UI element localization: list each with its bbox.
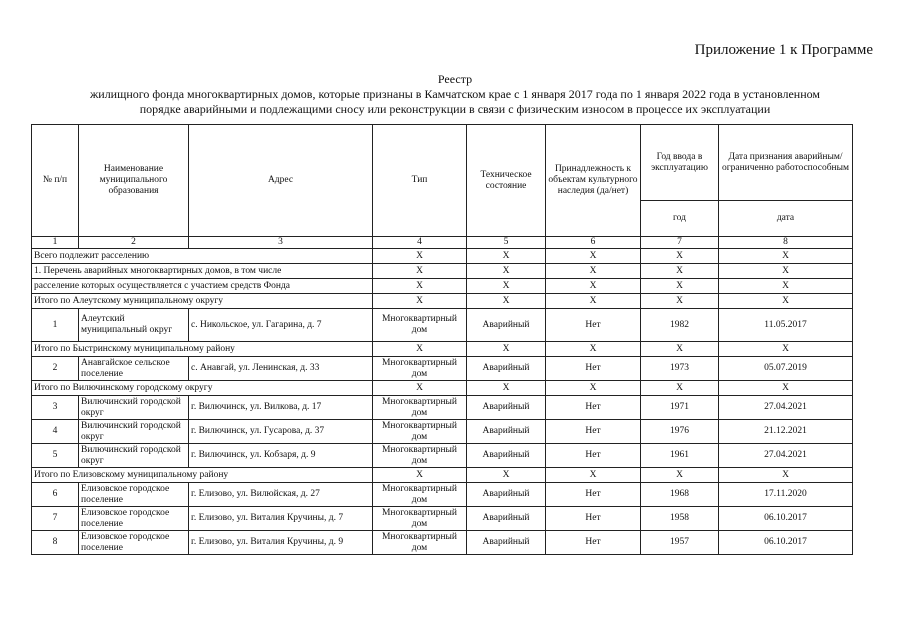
column-number: 6 bbox=[546, 237, 641, 249]
summary-label: Итого по Быстринскому муниципальному району bbox=[32, 342, 373, 357]
summary-value: X bbox=[719, 342, 853, 357]
type-cell: Многоквартирный дом bbox=[373, 507, 467, 531]
date-cell: 17.11.2020 bbox=[719, 483, 853, 507]
summary-value: X bbox=[373, 381, 467, 396]
address-cell: с. Никольское, ул. Гагарина, д. 7 bbox=[189, 309, 373, 342]
condition-cell: Аварийный bbox=[467, 309, 546, 342]
year-cell: 1958 bbox=[641, 507, 719, 531]
column-number: 8 bbox=[719, 237, 853, 249]
summary-value: X bbox=[467, 294, 546, 309]
summary-value: X bbox=[641, 249, 719, 264]
column-number-row bbox=[32, 237, 853, 249]
column-number: 5 bbox=[467, 237, 546, 249]
column-number: 2 bbox=[79, 237, 189, 249]
condition-cell: Аварийный bbox=[467, 420, 546, 444]
summary-value: X bbox=[546, 381, 641, 396]
summary-row bbox=[32, 264, 853, 279]
summary-value: X bbox=[641, 468, 719, 483]
appendix-label: Приложение 1 к Программе bbox=[694, 42, 873, 58]
type-cell: Многоквартирный дом bbox=[373, 531, 467, 555]
summary-value: X bbox=[373, 342, 467, 357]
summary-label: 1. Перечень аварийных многоквартирных домов, в том числе bbox=[32, 264, 373, 279]
condition-cell: Аварийный bbox=[467, 396, 546, 420]
summary-value: X bbox=[719, 294, 853, 309]
condition-cell: Аварийный bbox=[467, 531, 546, 555]
column-number: 7 bbox=[641, 237, 719, 249]
row-number: 1 bbox=[32, 309, 79, 342]
title-line-3: порядке аварийными и подлежащими сносу или реконструкции в связи с физическим износом в процессе их эксплуатации bbox=[139, 102, 771, 116]
registry-table bbox=[31, 124, 853, 555]
summary-value: X bbox=[467, 264, 546, 279]
summary-row bbox=[32, 249, 853, 264]
table-body bbox=[32, 249, 853, 555]
summary-value: X bbox=[719, 468, 853, 483]
type-cell: Многоквартирный дом bbox=[373, 309, 467, 342]
summary-value: X bbox=[373, 264, 467, 279]
heritage-cell: Нет bbox=[546, 357, 641, 381]
column-number: 3 bbox=[189, 237, 373, 249]
summary-value: X bbox=[719, 381, 853, 396]
summary-value: X bbox=[719, 279, 853, 294]
type-cell: Многоквартирный дом bbox=[373, 396, 467, 420]
summary-label: Всего подлежит расселению bbox=[32, 249, 373, 264]
column-number: 4 bbox=[373, 237, 467, 249]
address-cell: г. Елизово, ул. Виталия Кручины, д. 7 bbox=[189, 507, 373, 531]
summary-value: X bbox=[467, 249, 546, 264]
summary-value: X bbox=[546, 468, 641, 483]
heritage-cell: Нет bbox=[546, 483, 641, 507]
address-cell: г. Елизово, ул. Вилюйская, д. 27 bbox=[189, 483, 373, 507]
summary-value: X bbox=[641, 264, 719, 279]
heritage-cell: Нет bbox=[546, 396, 641, 420]
type-cell: Многоквартирный дом bbox=[373, 444, 467, 468]
date-cell: 21.12.2021 bbox=[719, 420, 853, 444]
summary-value: X bbox=[467, 279, 546, 294]
header-type: Тип bbox=[373, 125, 467, 237]
header-year-group: Год ввода в эксплуатацию bbox=[641, 125, 719, 201]
municipality-cell: Вилючинский городской округ bbox=[79, 396, 189, 420]
summary-row bbox=[32, 468, 853, 483]
row-number: 6 bbox=[32, 483, 79, 507]
summary-label: Итого по Алеутскому муниципальному округу bbox=[32, 294, 373, 309]
title-line-2: жилищного фонда многоквартирных домов, которые признаны в Камчатском крае с 1 января 2017 года по 1 января 2022 года в установленном bbox=[89, 87, 820, 101]
summary-label: расселение которых осуществляется с участием средств Фонда bbox=[32, 279, 373, 294]
table-row bbox=[32, 531, 853, 555]
row-number: 8 bbox=[32, 531, 79, 555]
summary-value: X bbox=[641, 294, 719, 309]
address-cell: г. Вилючинск, ул. Вилкова, д. 17 bbox=[189, 396, 373, 420]
heritage-cell: Нет bbox=[546, 444, 641, 468]
summary-value: X bbox=[546, 264, 641, 279]
header-municipality: Наименование муниципального образования bbox=[79, 125, 189, 237]
header-address: Адрес bbox=[189, 125, 373, 237]
document-title bbox=[30, 72, 880, 117]
table-row bbox=[32, 444, 853, 468]
row-number: 4 bbox=[32, 420, 79, 444]
header-year: год bbox=[641, 201, 719, 237]
condition-cell: Аварийный bbox=[467, 483, 546, 507]
column-number: 1 bbox=[32, 237, 79, 249]
summary-value: X bbox=[467, 468, 546, 483]
summary-value: X bbox=[373, 279, 467, 294]
condition-cell: Аварийный bbox=[467, 507, 546, 531]
summary-value: X bbox=[719, 249, 853, 264]
row-number: 2 bbox=[32, 357, 79, 381]
summary-value: X bbox=[373, 294, 467, 309]
heritage-cell: Нет bbox=[546, 420, 641, 444]
summary-row bbox=[32, 279, 853, 294]
type-cell: Многоквартирный дом bbox=[373, 357, 467, 381]
municipality-cell: Анавгайское сельское поселение bbox=[79, 357, 189, 381]
summary-label: Итого по Елизовскому муниципальному району bbox=[32, 468, 373, 483]
summary-row bbox=[32, 381, 853, 396]
heritage-cell: Нет bbox=[546, 531, 641, 555]
row-number: 3 bbox=[32, 396, 79, 420]
address-cell: с. Анавгай, ул. Ленинская, д. 33 bbox=[189, 357, 373, 381]
municipality-cell: Вилючинский городской округ bbox=[79, 444, 189, 468]
table-row bbox=[32, 507, 853, 531]
summary-row bbox=[32, 294, 853, 309]
summary-value: X bbox=[467, 342, 546, 357]
header-num: № п/п bbox=[32, 125, 79, 237]
header-heritage: Принадлежность к объектам культурного наследия (да/нет) bbox=[546, 125, 641, 237]
address-cell: г. Елизово, ул. Виталия Кручины, д. 9 bbox=[189, 531, 373, 555]
table-row bbox=[32, 357, 853, 381]
date-cell: 27.04.2021 bbox=[719, 396, 853, 420]
summary-value: X bbox=[546, 342, 641, 357]
summary-row bbox=[32, 342, 853, 357]
summary-value: X bbox=[546, 249, 641, 264]
summary-value: X bbox=[467, 381, 546, 396]
summary-value: X bbox=[641, 342, 719, 357]
summary-value: X bbox=[641, 381, 719, 396]
type-cell: Многоквартирный дом bbox=[373, 420, 467, 444]
table-row bbox=[32, 309, 853, 342]
year-cell: 1982 bbox=[641, 309, 719, 342]
table-row bbox=[32, 420, 853, 444]
year-cell: 1976 bbox=[641, 420, 719, 444]
condition-cell: Аварийный bbox=[467, 444, 546, 468]
municipality-cell: Елизовское городское поселение bbox=[79, 507, 189, 531]
row-number: 5 bbox=[32, 444, 79, 468]
summary-value: X bbox=[373, 468, 467, 483]
title-line-1: Реестр bbox=[437, 72, 473, 86]
summary-value: X bbox=[546, 279, 641, 294]
header-date-group: Дата признания аварийным/ограниченно работоспособным bbox=[719, 125, 853, 201]
table-row bbox=[32, 396, 853, 420]
date-cell: 05.07.2019 bbox=[719, 357, 853, 381]
year-cell: 1957 bbox=[641, 531, 719, 555]
year-cell: 1971 bbox=[641, 396, 719, 420]
municipality-cell: Алеутский муниципальный округ bbox=[79, 309, 189, 342]
summary-value: X bbox=[546, 294, 641, 309]
year-cell: 1968 bbox=[641, 483, 719, 507]
municipality-cell: Вилючинский городской округ bbox=[79, 420, 189, 444]
condition-cell: Аварийный bbox=[467, 357, 546, 381]
year-cell: 1961 bbox=[641, 444, 719, 468]
table-row bbox=[32, 483, 853, 507]
header-condition: Техническое состояние bbox=[467, 125, 546, 237]
heritage-cell: Нет bbox=[546, 507, 641, 531]
year-cell: 1973 bbox=[641, 357, 719, 381]
summary-value: X bbox=[641, 279, 719, 294]
municipality-cell: Елизовское городское поселение bbox=[79, 531, 189, 555]
address-cell: г. Вилючинск, ул. Кобзаря, д. 9 bbox=[189, 444, 373, 468]
address-cell: г. Вилючинск, ул. Гусарова, д. 37 bbox=[189, 420, 373, 444]
date-cell: 06.10.2017 bbox=[719, 507, 853, 531]
row-number: 7 bbox=[32, 507, 79, 531]
type-cell: Многоквартирный дом bbox=[373, 483, 467, 507]
header-date: дата bbox=[719, 201, 853, 237]
date-cell: 06.10.2017 bbox=[719, 531, 853, 555]
summary-value: X bbox=[719, 264, 853, 279]
summary-label: Итого по Вилючинскому городскому округу bbox=[32, 381, 373, 396]
summary-value: X bbox=[373, 249, 467, 264]
date-cell: 27.04.2021 bbox=[719, 444, 853, 468]
heritage-cell: Нет bbox=[546, 309, 641, 342]
municipality-cell: Елизовское городское поселение bbox=[79, 483, 189, 507]
date-cell: 11.05.2017 bbox=[719, 309, 853, 342]
